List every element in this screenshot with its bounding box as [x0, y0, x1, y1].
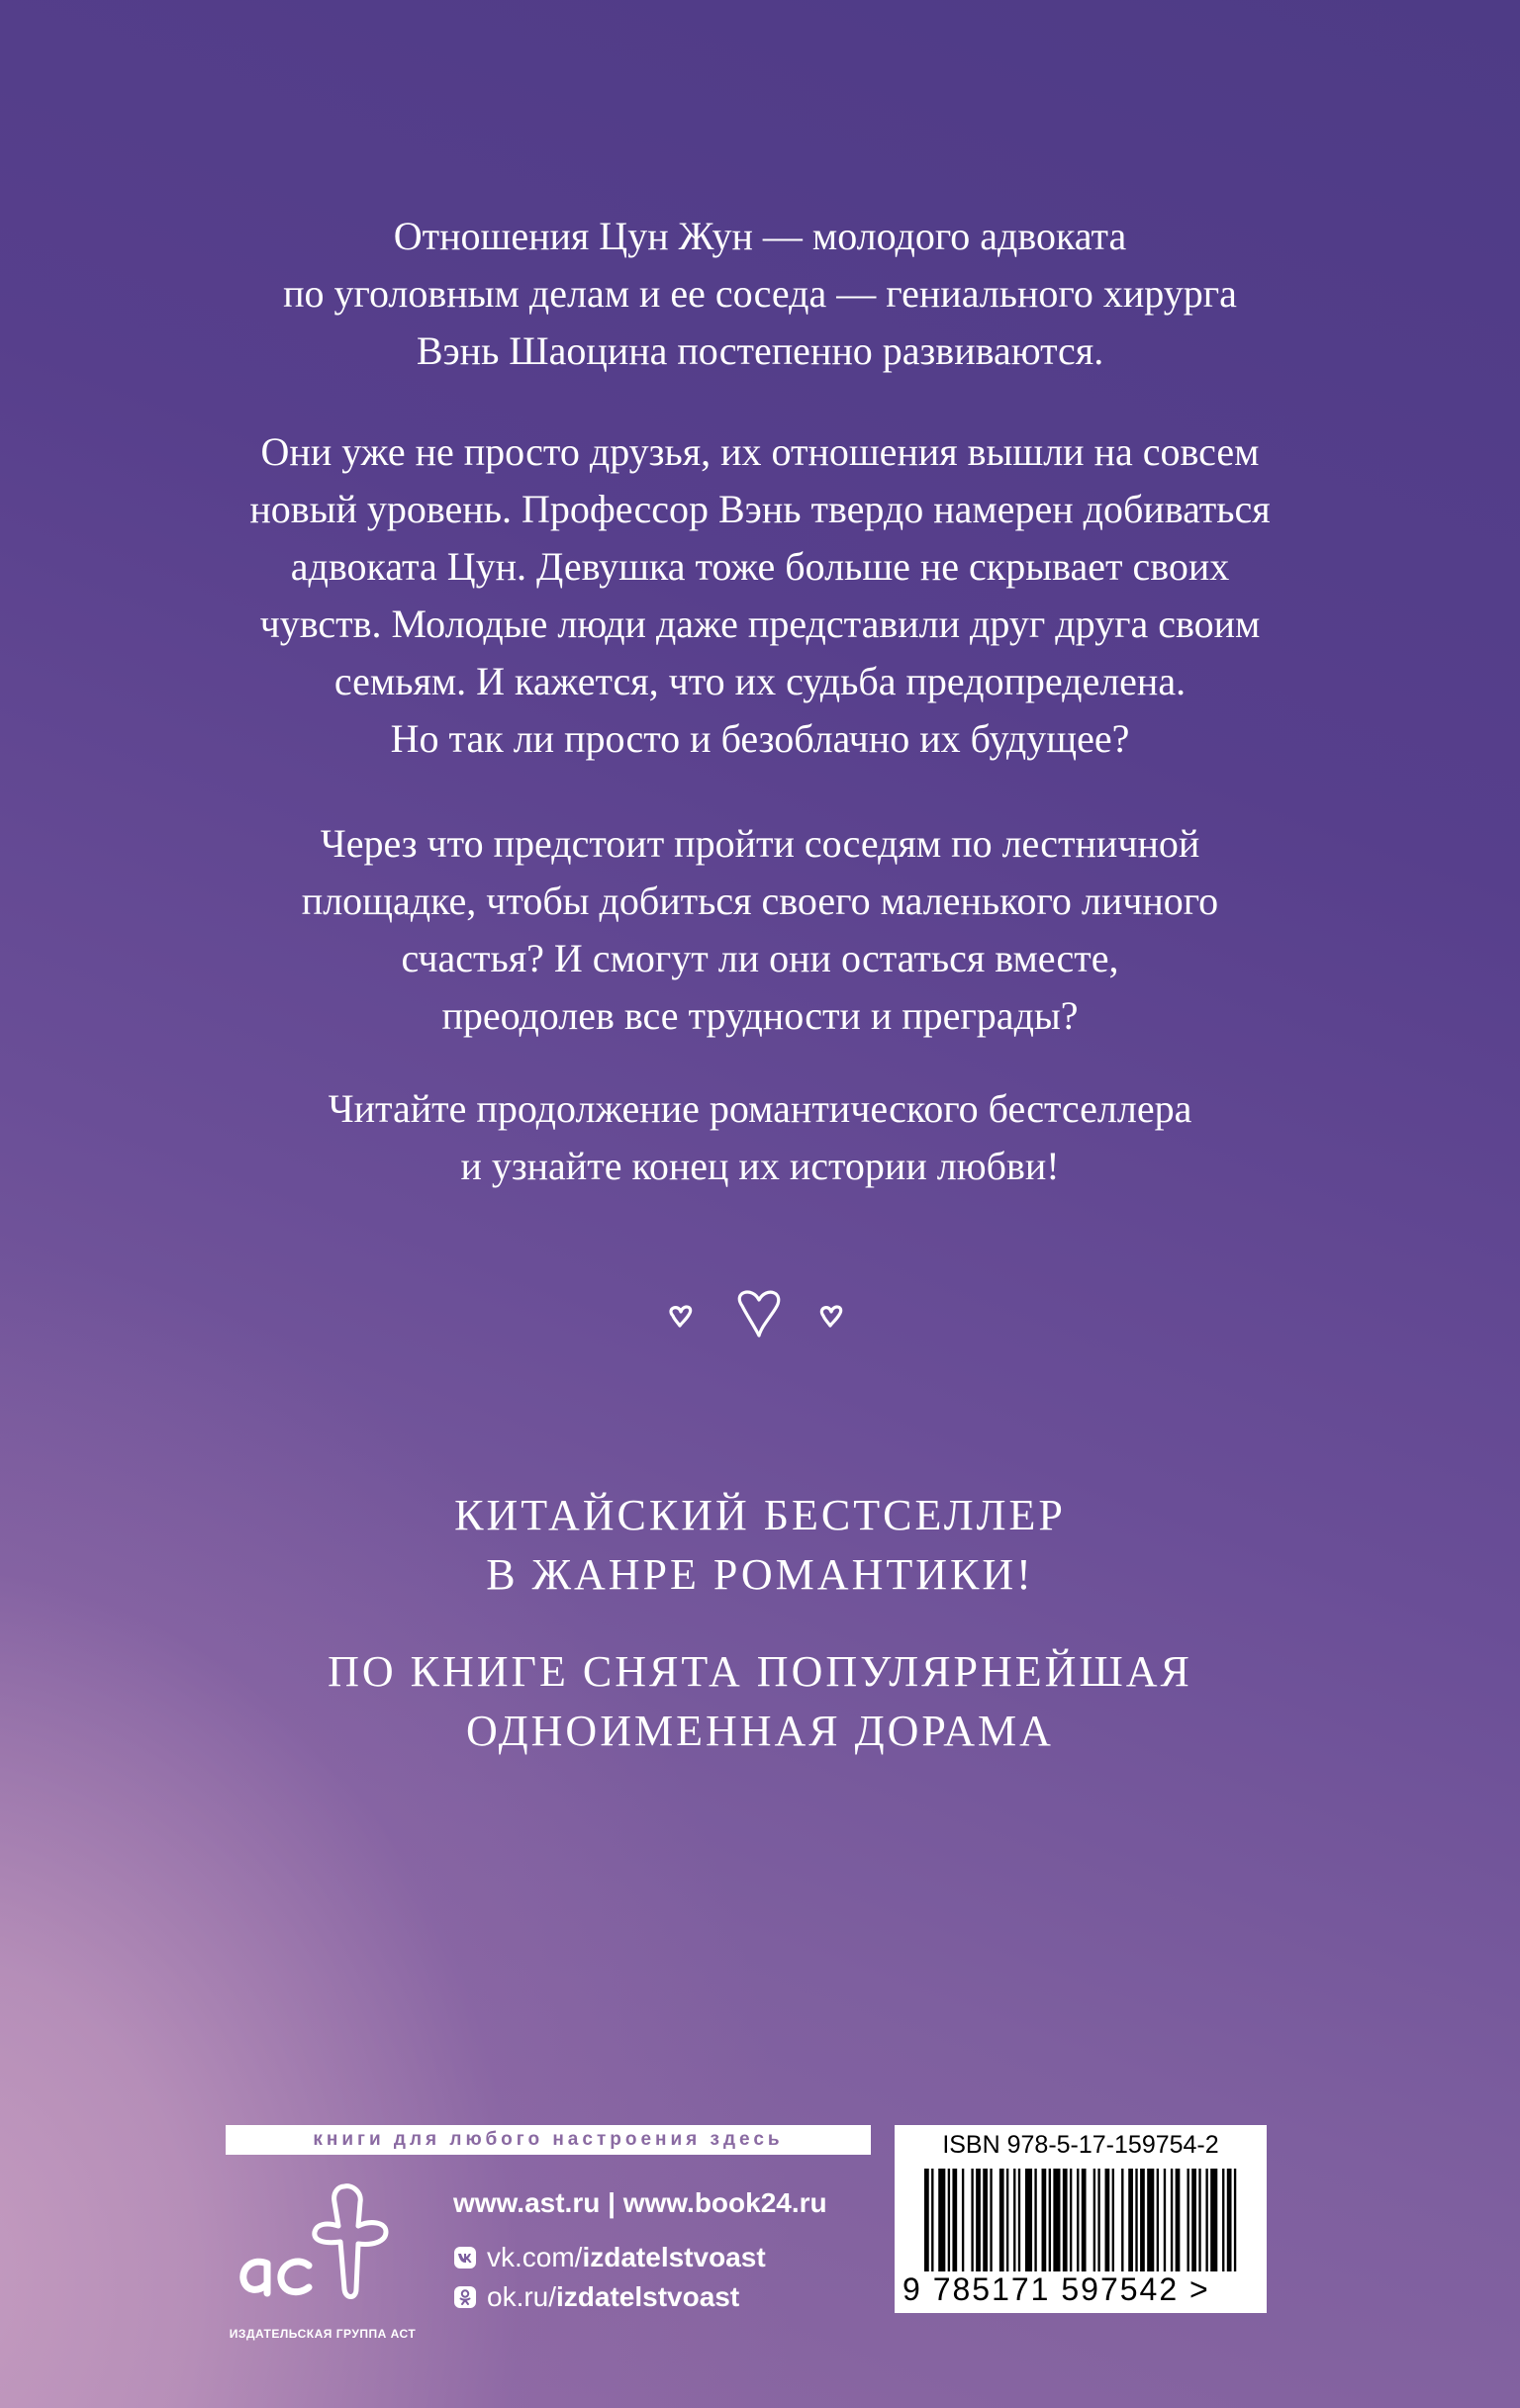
blurb-line: новый уровень. Профессор Вэнь твердо намерен добиваться — [249, 487, 1271, 531]
barcode-bar — [1006, 2169, 1008, 2271]
barcode-bar — [1157, 2169, 1159, 2271]
blurb-line: преодолев все трудности и преграды? — [441, 993, 1079, 1038]
barcode-bar — [962, 2169, 964, 2271]
barcode-bar — [931, 2169, 933, 2271]
vk-icon — [453, 2246, 477, 2269]
blurb-paragraph-3 — [59, 815, 1461, 1045]
barcode-bar — [1053, 2169, 1060, 2271]
blurb-line: Читайте продолжение романтического бестселлера — [328, 1086, 1192, 1131]
ast-logo — [224, 2173, 402, 2321]
blurb-line: по уголовным делам и ее соседа — гениального хирурга — [283, 271, 1237, 316]
website-link-ast[interactable]: www.ast.ru — [453, 2187, 601, 2218]
publisher-slogan: книги для любого настроения здесь — [226, 2125, 871, 2155]
barcode-bar — [1025, 2169, 1032, 2271]
blurb-paragraph-2 — [59, 423, 1461, 768]
barcode-bar — [1077, 2169, 1079, 2271]
barcode-bar — [1176, 2169, 1181, 2271]
barcode-bar — [1018, 2169, 1020, 2271]
vk-link[interactable] — [453, 2238, 827, 2277]
barcode-bar — [1227, 2169, 1232, 2271]
blurb-line: Отношения Цун Жун — молодого адвоката — [393, 214, 1127, 258]
barcode-bar — [1013, 2169, 1015, 2271]
barcode-bar — [1128, 2169, 1133, 2271]
barcode-bar — [1070, 2169, 1072, 2271]
barcode-bar — [976, 2169, 981, 2271]
three-hearts-icon — [653, 1282, 867, 1361]
blurb-paragraph-1 — [59, 208, 1461, 380]
website-links — [453, 2182, 827, 2224]
blurb-line: Но так ли просто и безоблачно их будущее? — [390, 716, 1130, 761]
barcode-bar — [1049, 2169, 1051, 2271]
barcode-bar — [983, 2169, 988, 2271]
barcode-bar — [1082, 2169, 1087, 2271]
barcode-bar — [1198, 2169, 1200, 2271]
barcode-bar — [1234, 2169, 1236, 2271]
blurb-line: семьям. И кажется, что их судьба предопределена. — [333, 659, 1187, 703]
ok-prefix: ok.ru/ — [487, 2281, 557, 2312]
tagline-line: В ЖАНРЕ РОМАНТИКИ! — [486, 1550, 1034, 1599]
odnoklassniki-icon — [453, 2285, 477, 2309]
blurb-line: площадке, чтобы добиться своего маленького личного — [301, 879, 1219, 923]
barcode-bar — [938, 2169, 945, 2271]
barcode-bar — [1187, 2169, 1188, 2271]
barcode-bar — [1222, 2169, 1224, 2271]
tagline-line: ОДНОИМЕННАЯ ДОРАМА — [466, 1707, 1054, 1755]
barcode-bar — [1171, 2169, 1173, 2271]
barcode-bar — [1121, 2169, 1123, 2271]
blurb-line: счастья? И смогут ли они остаться вместе, — [401, 936, 1119, 980]
barcode-bar — [1105, 2169, 1110, 2271]
isbn-barcode-box — [895, 2125, 1267, 2313]
separator: | — [608, 2187, 616, 2218]
barcode-bar — [1147, 2169, 1154, 2271]
barcode-bar — [1205, 2169, 1207, 2271]
vk-handle: izdatelstvoast — [582, 2242, 766, 2272]
barcode — [924, 2169, 1241, 2271]
barcode-bar — [990, 2169, 992, 2271]
blurb-line: и узнайте конец их истории любви! — [460, 1144, 1060, 1188]
barcode-bar — [924, 2169, 929, 2271]
barcode-bar — [1164, 2169, 1166, 2271]
blurb-line: Вэнь Шаоцина постепенно развиваются. — [416, 328, 1104, 373]
website-link-book24[interactable]: www.book24.ru — [622, 2187, 827, 2218]
blurb-line: адвоката Цун. Девушка тоже больше не скрывает своих — [290, 544, 1230, 589]
blurb-line: Они уже не просто друзья, их отношения вышли на совсем — [260, 429, 1260, 474]
barcode-bar — [1210, 2169, 1217, 2271]
barcode-bar — [971, 2169, 973, 2271]
ok-link[interactable] — [453, 2277, 827, 2317]
barcode-bar — [1063, 2169, 1068, 2271]
vk-prefix: vk.com/ — [487, 2242, 583, 2272]
tagline-drama — [59, 1642, 1461, 1761]
barcode-bar — [1093, 2169, 1095, 2271]
ean-digits: 9 785171 597542 > — [902, 2271, 1210, 2307]
barcode-bar — [1042, 2169, 1047, 2271]
tagline-bestseller — [59, 1486, 1461, 1605]
isbn-number: ISBN 978-5-17-159754-2 — [942, 2131, 1219, 2159]
blurb-line: чувств. Молодые люди даже представили друг друга своим — [259, 602, 1261, 646]
barcode-bar — [1191, 2169, 1196, 2271]
tagline-line: ПО КНИГЕ СНЯТА ПОПУЛЯРНЕЙШАЯ — [328, 1647, 1192, 1696]
publisher-name: ИЗДАТЕЛЬСКАЯ ГРУППА АСТ — [229, 2327, 417, 2341]
barcode-bar — [1135, 2169, 1137, 2271]
barcode-bar — [948, 2169, 950, 2271]
publisher-links — [453, 2182, 827, 2317]
barcode-bar — [999, 2169, 1004, 2271]
barcode-bar — [1034, 2169, 1036, 2271]
barcode-bar — [952, 2169, 957, 2271]
blurb-line: Через что предстоит пройти соседям по лестничной — [320, 821, 1200, 866]
tagline-line: КИТАЙСКИЙ БЕСТСЕЛЛЕР — [454, 1491, 1066, 1539]
barcode-bar — [1112, 2169, 1114, 2271]
ok-handle: izdatelstvoast — [556, 2281, 740, 2312]
barcode-bar — [1097, 2169, 1099, 2271]
blurb-paragraph-4 — [59, 1080, 1461, 1195]
barcode-bar — [1140, 2169, 1145, 2271]
